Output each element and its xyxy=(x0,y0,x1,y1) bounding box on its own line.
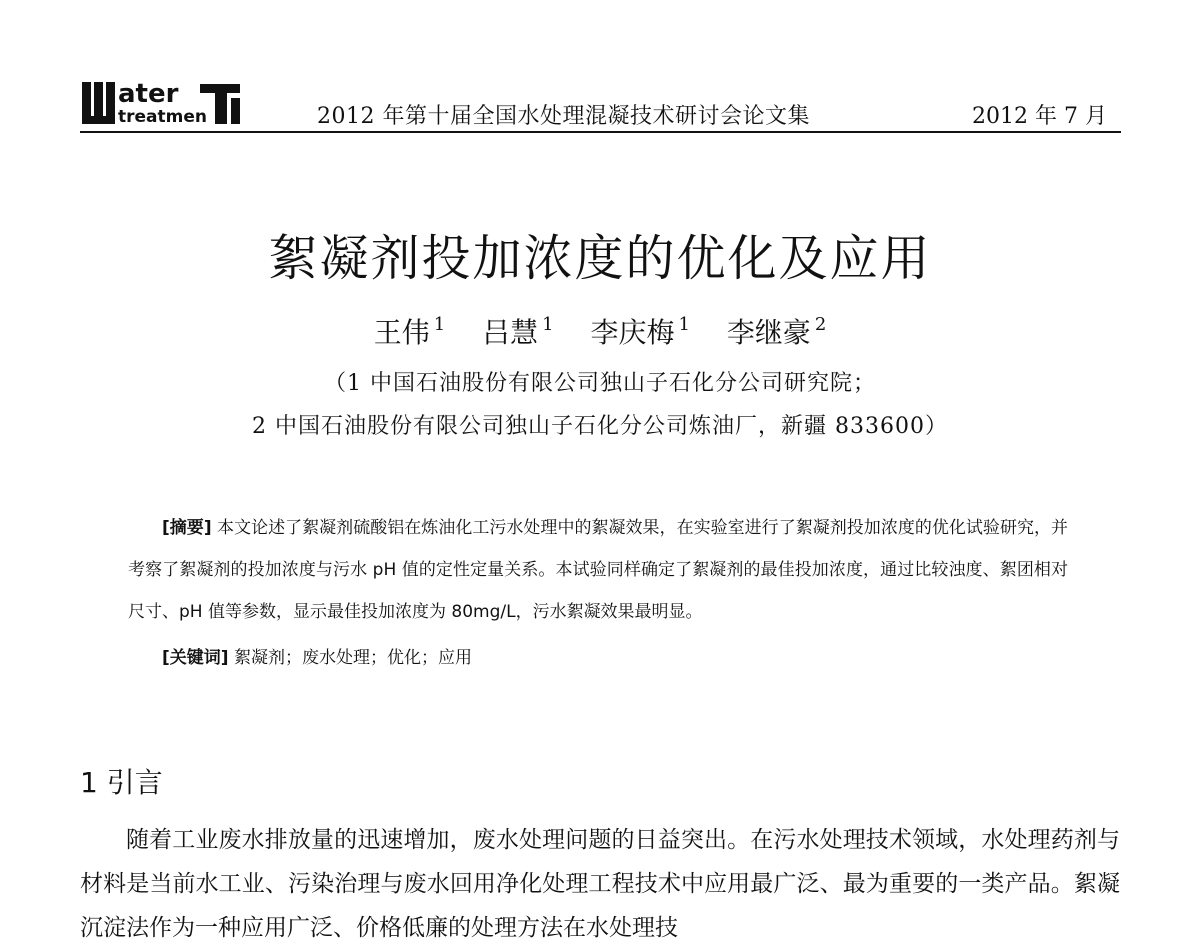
logo-text-top: ater xyxy=(118,80,179,109)
water-treatment-logo xyxy=(82,80,254,126)
page-header xyxy=(0,0,1200,135)
paper-title: 絮凝剂投加浓度的优化及应用 xyxy=(268,230,932,287)
author-list xyxy=(0,311,1200,351)
affiliation-mark: 1 xyxy=(433,314,446,335)
author-name: 李庆梅 xyxy=(590,316,675,349)
affiliation-line-1: （1 中国石油股份有限公司独山子石化分公司研究院； xyxy=(324,371,876,396)
author xyxy=(374,311,445,351)
abstract-label: [摘要] xyxy=(162,518,212,538)
logo-text-bottom: treatmen xyxy=(118,107,207,126)
keywords-text: 絮凝剂；废水处理；优化；应用 xyxy=(233,648,472,668)
body-paragraph: 随着工业废水排放量的迅速增加，废水处理问题的日益突出。在污水处理技术领域，水处理药剂与材料是当前水工业、污染治理与废水回用净化处理工程技术中应用最广泛、最为重要的一类产品。絮凝沉淀法作为一种应用广泛、价格低廉的处理方法在水处理技 xyxy=(80,827,1120,941)
author-name: 李继豪 xyxy=(726,316,811,349)
author-name: 吕慧 xyxy=(482,316,539,349)
abstract-block xyxy=(128,507,1068,679)
keywords-label: [关键词] xyxy=(162,648,229,668)
journal-name: 2012 年第十届全国水处理混凝技术研讨会论文集 xyxy=(317,104,810,129)
section-heading: 1 引言 xyxy=(80,766,163,799)
body-text xyxy=(80,818,1120,950)
affiliation-mark: 2 xyxy=(814,314,827,335)
affiliation-line-2: 2 中国石油股份有限公司独山子石化分公司炼油厂，新疆 833600） xyxy=(252,414,948,439)
keywords-line xyxy=(128,637,1068,679)
abstract-paragraph xyxy=(128,507,1068,633)
author-name: 王伟 xyxy=(373,316,430,349)
affiliation-mark: 1 xyxy=(542,314,554,335)
author xyxy=(590,311,689,351)
author xyxy=(482,311,553,351)
author xyxy=(727,311,826,351)
issue-date: 2012 年 7 月 xyxy=(972,104,1107,129)
header-rule xyxy=(80,131,1121,133)
affiliation-mark: 1 xyxy=(678,314,690,335)
abstract-text: 本文论述了絮凝剂硫酸铝在炼油化工污水处理中的絮凝效果，在实验室进行了絮凝剂投加浓度的优化试验研究，并考察了絮凝剂的投加浓度与污水 pH 值的定性定量关系。本试验同样确定了絮凝剂的最佳投加浓度，通过比较浊度、絮团相对尺寸、pH 值等参数，显示最佳投加浓度为 80mg/L，污水絮凝效果最明显。 xyxy=(128,518,1069,622)
